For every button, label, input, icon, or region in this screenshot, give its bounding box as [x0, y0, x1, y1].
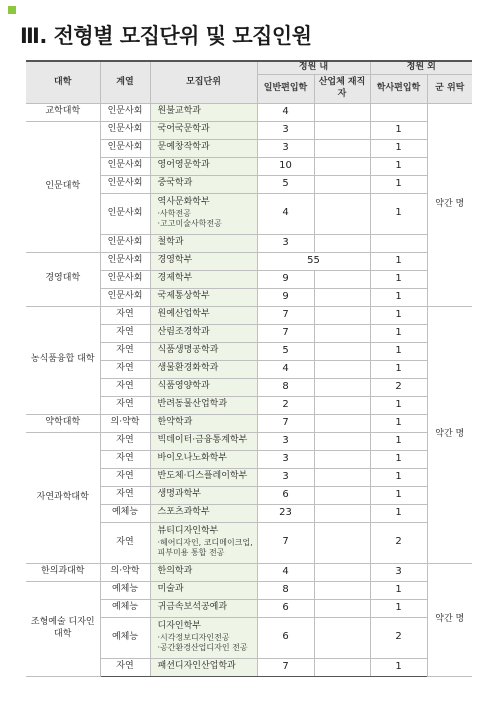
college-cell: 농식품융합 대학	[26, 306, 100, 414]
table-row: 약학대학 의·약학 한약학과 7 1	[26, 414, 472, 432]
table-row: 자연 식품영양학과 8 2	[26, 378, 472, 396]
header-in-quota: 정원 내	[257, 61, 370, 74]
table-row: 자연 패션디자인산업학과 7 1	[26, 658, 472, 676]
table-row: 조형예술 디자인대학 예체능 미술과 8 1	[26, 581, 472, 599]
military-cell: 약간 명	[427, 306, 472, 563]
table-row: 예체능 디자인학부 ·시각정보디자인전공 ·공간환경산업디자인 전공 6 2	[26, 617, 472, 658]
college-cell: 경영대학	[26, 252, 100, 306]
table-row: 인문사회 영어영문학과 10 1	[26, 157, 472, 175]
college-cell: 약학대학	[26, 414, 100, 432]
table-row: 인문사회 철학과 3	[26, 234, 472, 252]
table-row: 인문사회 국제통상학부 9 1	[26, 288, 472, 306]
table-row: 자연 산림조경학과 7 1	[26, 324, 472, 342]
table-row: 인문사회 역사문화학부 ·사학전공 ·고고미술사학전공 4 1	[26, 193, 472, 234]
header-general-transfer: 일반편입학	[257, 74, 314, 103]
military-cell: 약간 명	[427, 103, 472, 306]
table-row: 자연 반도체·디스플레이학부 3 1	[26, 468, 472, 486]
table-row: 자연 바이오나노화학부 3 1	[26, 450, 472, 468]
table-row: 인문대학 인문사회 국어국문학과 3 1	[26, 121, 472, 139]
table-row: 자연 생명과학부 6 1	[26, 486, 472, 504]
header-college: 대학	[26, 61, 100, 103]
table-row: 농식품융합 대학 자연 원예산업학부 7 1 약간 명	[26, 306, 472, 324]
table-row: 자연 생물환경화학과 4 1	[26, 360, 472, 378]
header-contract: 산업체 재직자	[314, 74, 370, 103]
college-cell: 조형예술 디자인대학	[26, 581, 100, 676]
college-cell: 자연과학대학	[26, 432, 100, 563]
table-row: 예체능 귀금속보석공예과 6 1	[26, 599, 472, 617]
military-cell: 약간 명	[427, 563, 472, 676]
header-out-quota: 정원 외	[370, 61, 472, 74]
table-row: 자연 식품생명공학과 5 1	[26, 342, 472, 360]
page-title: Ⅲ. 전형별 모집단위 및 모집인원	[20, 24, 312, 48]
title-accent-bar	[8, 6, 16, 14]
table-row: 교학대학 인문사회 원불교학과 4 약간 명	[26, 103, 472, 121]
recruitment-table	[26, 60, 472, 677]
header-unit: 모집단위	[150, 61, 257, 103]
table-row: 경영대학 인문사회 경영학부 55 1	[26, 252, 472, 270]
college-cell: 교학대학	[26, 103, 100, 121]
table-row: 자연과학대학 자연 빅데이터·금융통계학부 3 1	[26, 432, 472, 450]
table-row: 인문사회 문예창작학과 3 1	[26, 139, 472, 157]
college-cell: 한의과대학	[26, 563, 100, 581]
table-row: 한의과대학 의·약학 한의학과 4 3 약간 명	[26, 563, 472, 581]
table-row: 예체능 스포츠과학부 23 1	[26, 504, 472, 522]
college-cell: 인문대학	[26, 121, 100, 252]
header-series: 계열	[100, 61, 150, 103]
header-military: 군 위탁	[427, 74, 472, 103]
table-row: 자연 뷰티디자인학부 ·헤어디자인, 코디메이크업, 피부미용 통합 전공 7 2	[26, 522, 472, 563]
table-row: 인문사회 중국학과 5 1	[26, 175, 472, 193]
table-row: 자연 반려동물산업학과 2 1	[26, 396, 472, 414]
table-row: 인문사회 경제학부 9 1	[26, 270, 472, 288]
header-bachelor-transfer: 학사편입학	[370, 74, 427, 103]
